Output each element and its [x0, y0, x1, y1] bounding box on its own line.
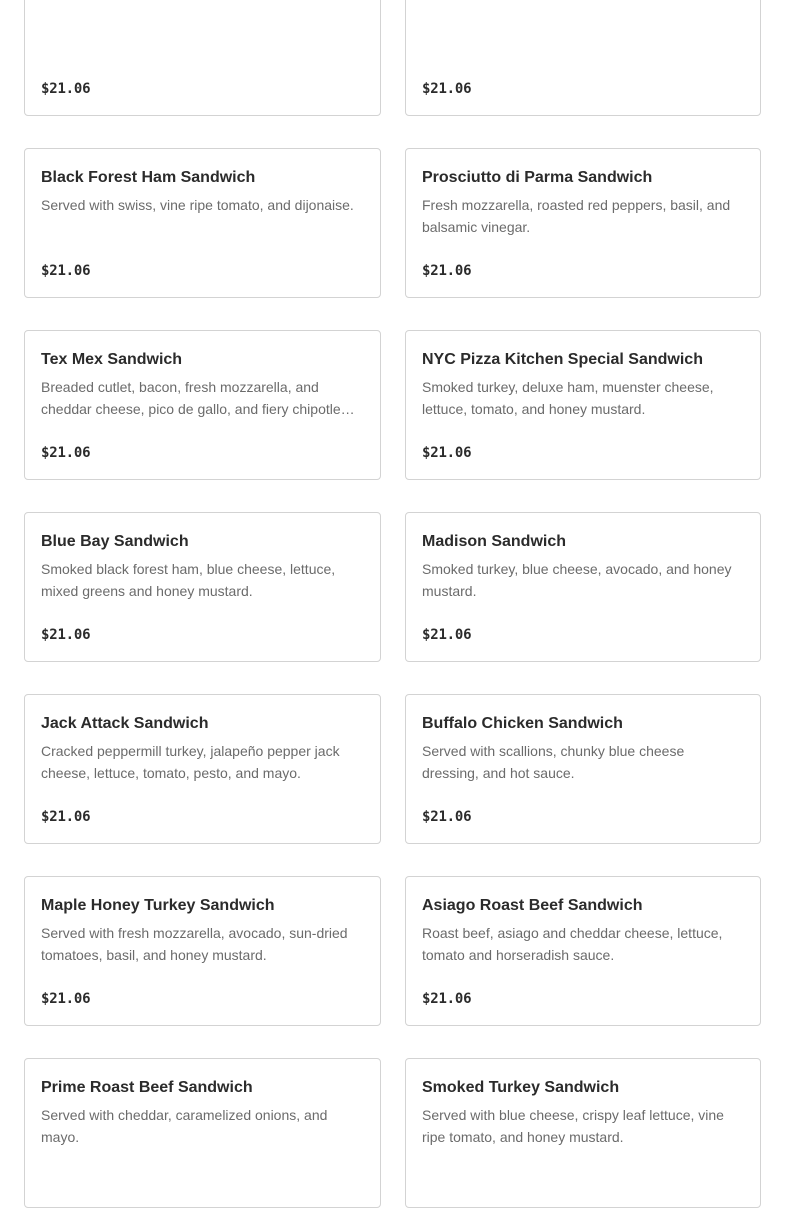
menu-item-name: Madison Sandwich [422, 533, 567, 550]
menu-item-name: Smoked Turkey Sandwich [422, 1079, 620, 1096]
menu-item-price: $21.06 [41, 263, 91, 279]
menu-item-description: Served with cheddar, caramelized onions, and mayo. [41, 1107, 328, 1145]
menu-item-card[interactable] [24, 0, 381, 116]
menu-item-description [41, 0, 364, 36]
menu-item-description: Fresh mozzarella, roasted red peppers, basil, and balsamic vinegar. [422, 197, 731, 235]
menu-item-description: Smoked black forest ham, blue cheese, lettuce, mixed greens and honey mustard. [41, 561, 336, 599]
menu-item-description: Served with swiss, vine ripe tomato, and dijonaise. [41, 197, 354, 213]
menu-item-card[interactable] [405, 0, 761, 116]
menu-item-price: $21.06 [422, 445, 472, 461]
menu-item-name: Maple Honey Turkey Sandwich [41, 897, 275, 914]
menu-item-card[interactable] [24, 876, 381, 1026]
menu-item-card[interactable] [405, 876, 761, 1026]
menu-item-description: Cracked peppermill turkey, jalapeño pepper jack cheese, lettuce, tomato, pesto, and mayo. [41, 743, 340, 781]
menu-item-name: Tex Mex Sandwich [41, 351, 183, 368]
menu-item-name: Jack Attack Sandwich [41, 715, 209, 732]
menu-item-description: Served with fresh mozzarella, avocado, sun-dried tomatoes, basil, and honey mustard. [41, 925, 348, 963]
menu-item-price: $21.06 [422, 627, 472, 643]
menu-item-price: $21.06 [422, 263, 472, 279]
menu-item-name: Prosciutto di Parma Sandwich [422, 169, 653, 186]
menu-item-card[interactable] [24, 330, 381, 480]
menu-item-card[interactable] [405, 148, 761, 298]
menu-item-card[interactable] [405, 1058, 761, 1208]
menu-items-grid [24, 0, 761, 1208]
menu-item-card[interactable] [405, 512, 761, 662]
menu-item-card[interactable] [24, 512, 381, 662]
menu-item-price: $21.06 [422, 809, 472, 825]
menu-item-name: Black Forest Ham Sandwich [41, 169, 256, 186]
menu-item-price: $21.06 [41, 445, 91, 461]
menu-item-card[interactable] [405, 330, 761, 480]
menu-item-description: Breaded cutlet, bacon, fresh mozzarella, and cheddar cheese, pico de gallo, and fiery chipotle… [41, 379, 355, 417]
menu-item-card[interactable] [24, 148, 381, 298]
menu-item-price: $21.06 [41, 991, 91, 1007]
menu-item-card[interactable] [405, 694, 761, 844]
menu-item-name: Prime Roast Beef Sandwich [41, 1079, 253, 1096]
menu-item-card[interactable] [24, 694, 381, 844]
menu-item-name: Asiago Roast Beef Sandwich [422, 897, 643, 914]
menu-item-description [422, 0, 744, 36]
menu-item-name: NYC Pizza Kitchen Special Sandwich [422, 351, 703, 368]
menu-item-price: $21.06 [41, 627, 91, 643]
menu-item-description: Smoked turkey, blue cheese, avocado, and honey mustard. [422, 561, 732, 599]
menu-item-price: $21.06 [41, 81, 91, 97]
menu-item-price: $21.06 [41, 809, 91, 825]
menu-item-price: $21.06 [422, 991, 472, 1007]
menu-item-description: Served with scallions, chunky blue cheese dressing, and hot sauce. [422, 743, 685, 781]
menu-item-name: Buffalo Chicken Sandwich [422, 715, 623, 732]
menu-item-price: $21.06 [422, 81, 472, 97]
menu-item-description: Smoked turkey, deluxe ham, muenster cheese, lettuce, tomato, and honey mustard. [422, 379, 714, 417]
menu-item-card[interactable] [24, 1058, 381, 1208]
menu-item-name: Blue Bay Sandwich [41, 533, 189, 550]
menu-item-description: Roast beef, asiago and cheddar cheese, lettuce, tomato and horseradish sauce. [422, 925, 723, 963]
menu-item-description: Served with blue cheese, crispy leaf lettuce, vine ripe tomato, and honey mustard. [422, 1107, 724, 1145]
